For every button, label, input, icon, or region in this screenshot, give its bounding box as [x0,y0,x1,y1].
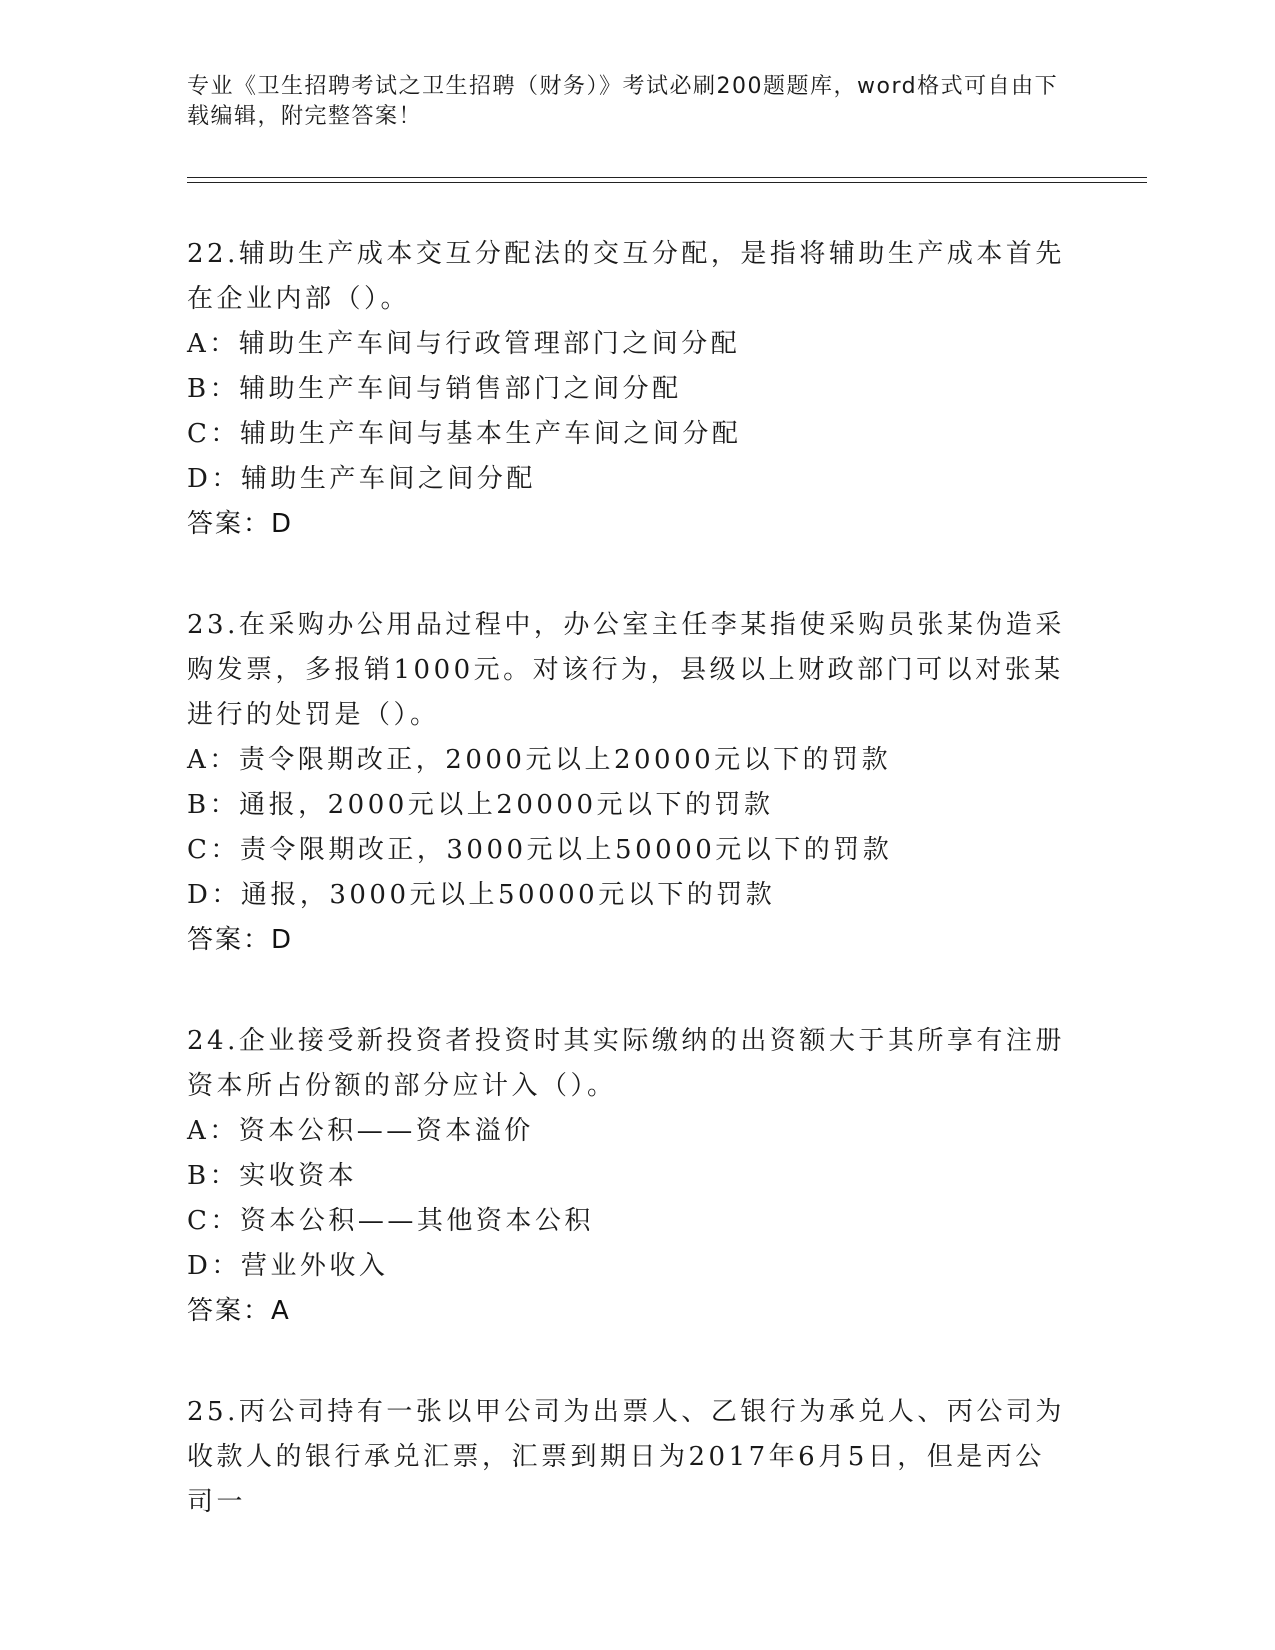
question-25 [187,1390,1067,1525]
answer-line: 答案：D [187,925,294,955]
option-b: B：通报，2000元以上20000元以下的罚款 [187,790,774,820]
option-c: C：辅助生产车间与基本生产车间之间分配 [187,419,742,449]
page-header [187,72,1067,132]
question-23 [187,603,1067,963]
question-24 [187,1019,1067,1334]
question-stem: 24.企业接受新投资者投资时其实际缴纳的出资额大于其所享有注册资本所占份额的部分应计入（）。 [187,1026,1065,1101]
option-b: B：实收资本 [187,1161,358,1191]
option-d: D：通报，3000元以上50000元以下的罚款 [187,880,776,910]
answer-line: 答案：D [187,509,294,539]
option-a: A：资本公积——资本溢价 [187,1116,534,1146]
option-a: A：辅助生产车间与行政管理部门之间分配 [187,329,741,359]
answer-line: 答案：A [187,1296,291,1326]
header-rule-bottom [187,182,1147,183]
header-text: 专业《卫生招聘考试之卫生招聘（财务）》考试必刷200题题库，word格式可自由下载编辑，附完整答案！ [187,74,1059,129]
option-c: C：资本公积——其他资本公积 [187,1206,594,1236]
option-c: C：责令限期改正，3000元以上50000元以下的罚款 [187,835,893,865]
option-d: D：营业外收入 [187,1251,389,1281]
option-a: A：责令限期改正，2000元以上20000元以下的罚款 [187,745,892,775]
question-stem: 25.丙公司持有一张以甲公司为出票人、乙银行为承兑人、丙公司为收款人的银行承兑汇票，汇票到期日为2017年6月5日，但是丙公司一 [187,1397,1065,1517]
option-d: D：辅助生产车间之间分配 [187,464,536,494]
header-rule-top [187,177,1147,178]
option-b: B：辅助生产车间与销售部门之间分配 [187,374,682,404]
question-stem: 22.辅助生产成本交互分配法的交互分配，是指将辅助生产成本首先在企业内部（）。 [187,239,1065,314]
question-list [187,232,1067,1581]
question-stem: 23.在采购办公用品过程中，办公室主任李某指使采购员张某伪造采购发票，多报销1000元。对该行为，县级以上财政部门可以对张某进行的处罚是（）。 [187,610,1065,730]
question-22 [187,232,1067,547]
